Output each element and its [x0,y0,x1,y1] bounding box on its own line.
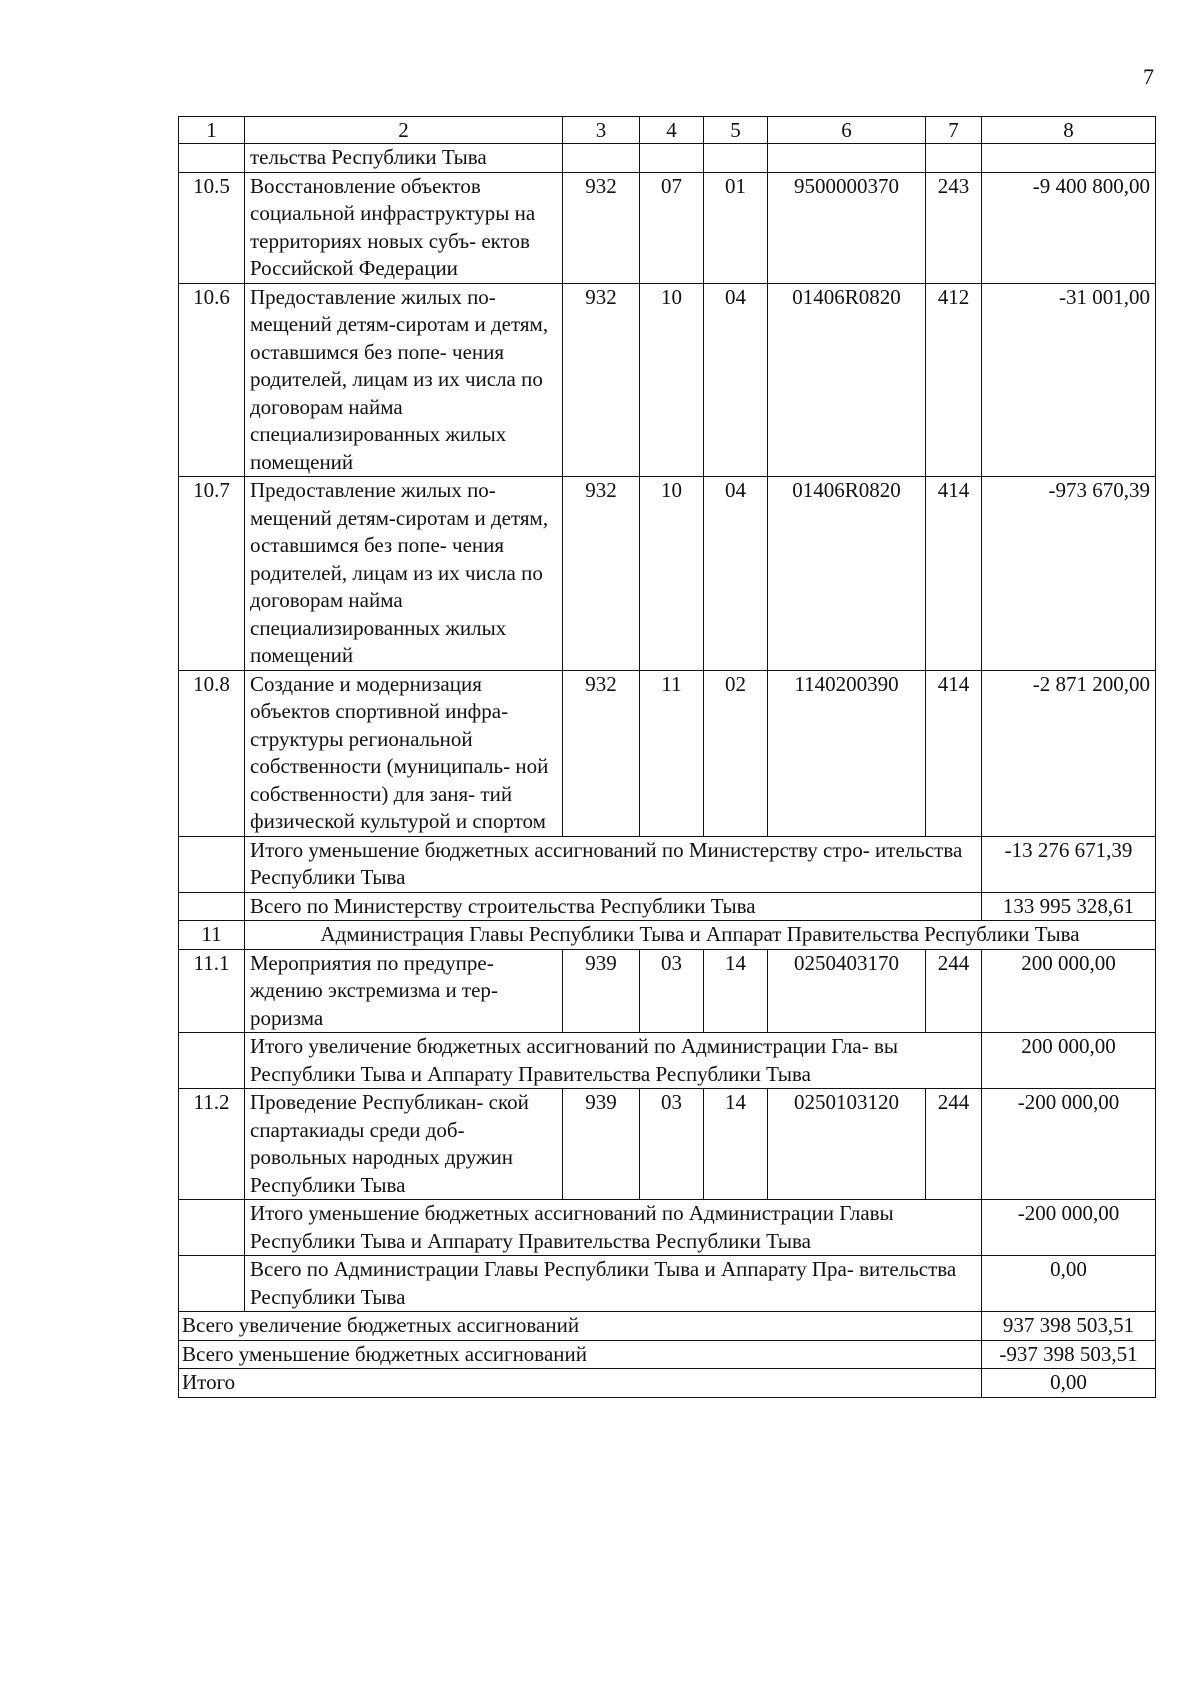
budget-table [178,116,1156,1398]
subtotal-label: Всего по Министерству строительства Республики Тыва [245,892,982,921]
ministry-code: 939 [563,949,640,1033]
expense-type-code: 412 [926,283,982,477]
item-name: Предоставление жилых по- мещений детям-сиротам и детям, оставшимся без попе- чения родителей, лицам из их числа по договорам найма специализированных жилых помещений [245,477,563,671]
table-row [179,283,1156,477]
table-row [179,172,1156,283]
table-row [179,949,1156,1033]
total-amount: 937 398 503,51 [982,1312,1156,1341]
expense-type-code: 244 [926,949,982,1033]
header-cell: 7 [926,117,982,144]
header-row [179,117,1156,144]
subtotal-amount: -13 276 671,39 [982,836,1156,892]
target-code: 01406R0820 [768,283,926,477]
section-code: 03 [640,949,704,1033]
subtotal-label: Всего по Администрации Главы Республики Тыва и Аппарату Пра- вительства Республики Тыва [245,1256,982,1312]
target-code: 0250403170 [768,949,926,1033]
section-code: 10 [640,477,704,671]
item-name: Создание и модернизация объектов спортивной инфра- структуры региональной собственности (муниципаль- ной собственности) для заня- тий физической культурой и спортом [245,670,563,836]
header-cell: 2 [245,117,563,144]
subtotal-amount: -200 000,00 [982,1200,1156,1256]
ministry-code: 932 [563,172,640,283]
subsection-code: 04 [704,477,768,671]
ministry-code: 932 [563,477,640,671]
total-amount: -937 398 503,51 [982,1340,1156,1369]
subsection-code: 04 [704,283,768,477]
subtotal-amount: 133 995 328,61 [982,892,1156,921]
amount: -31 001,00 [982,283,1156,477]
total-row [179,1312,1156,1341]
subsection-code: 01 [704,172,768,283]
total-amount: 0,00 [982,1369,1156,1398]
section-title: Администрация Главы Республики Тыва и Аппарат Правительства Республики Тыва [245,921,1156,950]
total-label: Всего уменьшение бюджетных ассигнований [179,1340,982,1369]
header-cell: 4 [640,117,704,144]
subtotal-label: Итого увеличение бюджетных ассигнований по Администрации Гла- вы Республики Тыва и Аппарату Правительства Республики Тыва [245,1033,982,1089]
subsection-code: 14 [704,1089,768,1200]
subsection-code: 02 [704,670,768,836]
row-number: 10.7 [179,477,245,671]
subsection-code: 14 [704,949,768,1033]
section-row [179,921,1156,950]
expense-type-code: 414 [926,670,982,836]
item-name: Восстановление объектов социальной инфраструктуры на территориях новых субъ- ектов Российской Федерации [245,172,563,283]
header-cell: 8 [982,117,1156,144]
section-code: 11 [640,670,704,836]
table-row [179,1089,1156,1200]
header-cell: 6 [768,117,926,144]
total-row [179,1369,1156,1398]
section-code: 07 [640,172,704,283]
target-code: 1140200390 [768,670,926,836]
item-name: Предоставление жилых по- мещений детям-сиротам и детям, оставшимся без попе- чения родителей, лицам из их числа по договорам найма специализированных жилых помещений [245,283,563,477]
header-cell: 5 [704,117,768,144]
ministry-code: 932 [563,670,640,836]
section-code: 03 [640,1089,704,1200]
header-cell: 3 [563,117,640,144]
row-number: 10.6 [179,283,245,477]
target-code: 0250103120 [768,1089,926,1200]
amount: 200 000,00 [982,949,1156,1033]
table-row [179,670,1156,836]
row-number-cell [179,144,245,173]
section-code: 10 [640,283,704,477]
target-code: 9500000370 [768,172,926,283]
item-name: Проведение Республикан- ской спартакиады среди доб- ровольных народных дружин Республики Тыва [245,1089,563,1200]
continuation-text: тельства Республики Тыва [245,144,563,173]
row-number: 10.8 [179,670,245,836]
total-row [179,1340,1156,1369]
row-number: 10.5 [179,172,245,283]
section-number: 11 [179,921,245,950]
subtotal-row [179,836,1156,892]
continuation-row [179,144,1156,173]
expense-type-code: 244 [926,1089,982,1200]
target-code: 01406R0820 [768,477,926,671]
row-number: 11.2 [179,1089,245,1200]
amount: -200 000,00 [982,1089,1156,1200]
amount: -9 400 800,00 [982,172,1156,283]
ministry-code: 932 [563,283,640,477]
page-number: 7 [1143,64,1154,89]
amount: -2 871 200,00 [982,670,1156,836]
total-label: Итого [179,1369,982,1398]
item-name: Мероприятия по предупре- ждению экстремизма и тер- роризма [245,949,563,1033]
subtotal-label: Итого уменьшение бюджетных ассигнований по Министерству стро- ительства Республики Тыва [245,836,982,892]
subtotal-amount: 0,00 [982,1256,1156,1312]
subtotal-row [179,1200,1156,1256]
subtotal-amount: 200 000,00 [982,1033,1156,1089]
subtotal-row [179,1033,1156,1089]
expense-type-code: 243 [926,172,982,283]
header-cell: 1 [179,117,245,144]
expense-type-code: 414 [926,477,982,671]
total-label: Всего увеличение бюджетных ассигнований [179,1312,982,1341]
table-row [179,477,1156,671]
subtotal-row [179,892,1156,921]
ministry-code: 939 [563,1089,640,1200]
amount: -973 670,39 [982,477,1156,671]
subtotal-row [179,1256,1156,1312]
row-number: 11.1 [179,949,245,1033]
subtotal-label: Итого уменьшение бюджетных ассигнований по Администрации Главы Республики Тыва и Аппарату Правительства Республики Тыва [245,1200,982,1256]
